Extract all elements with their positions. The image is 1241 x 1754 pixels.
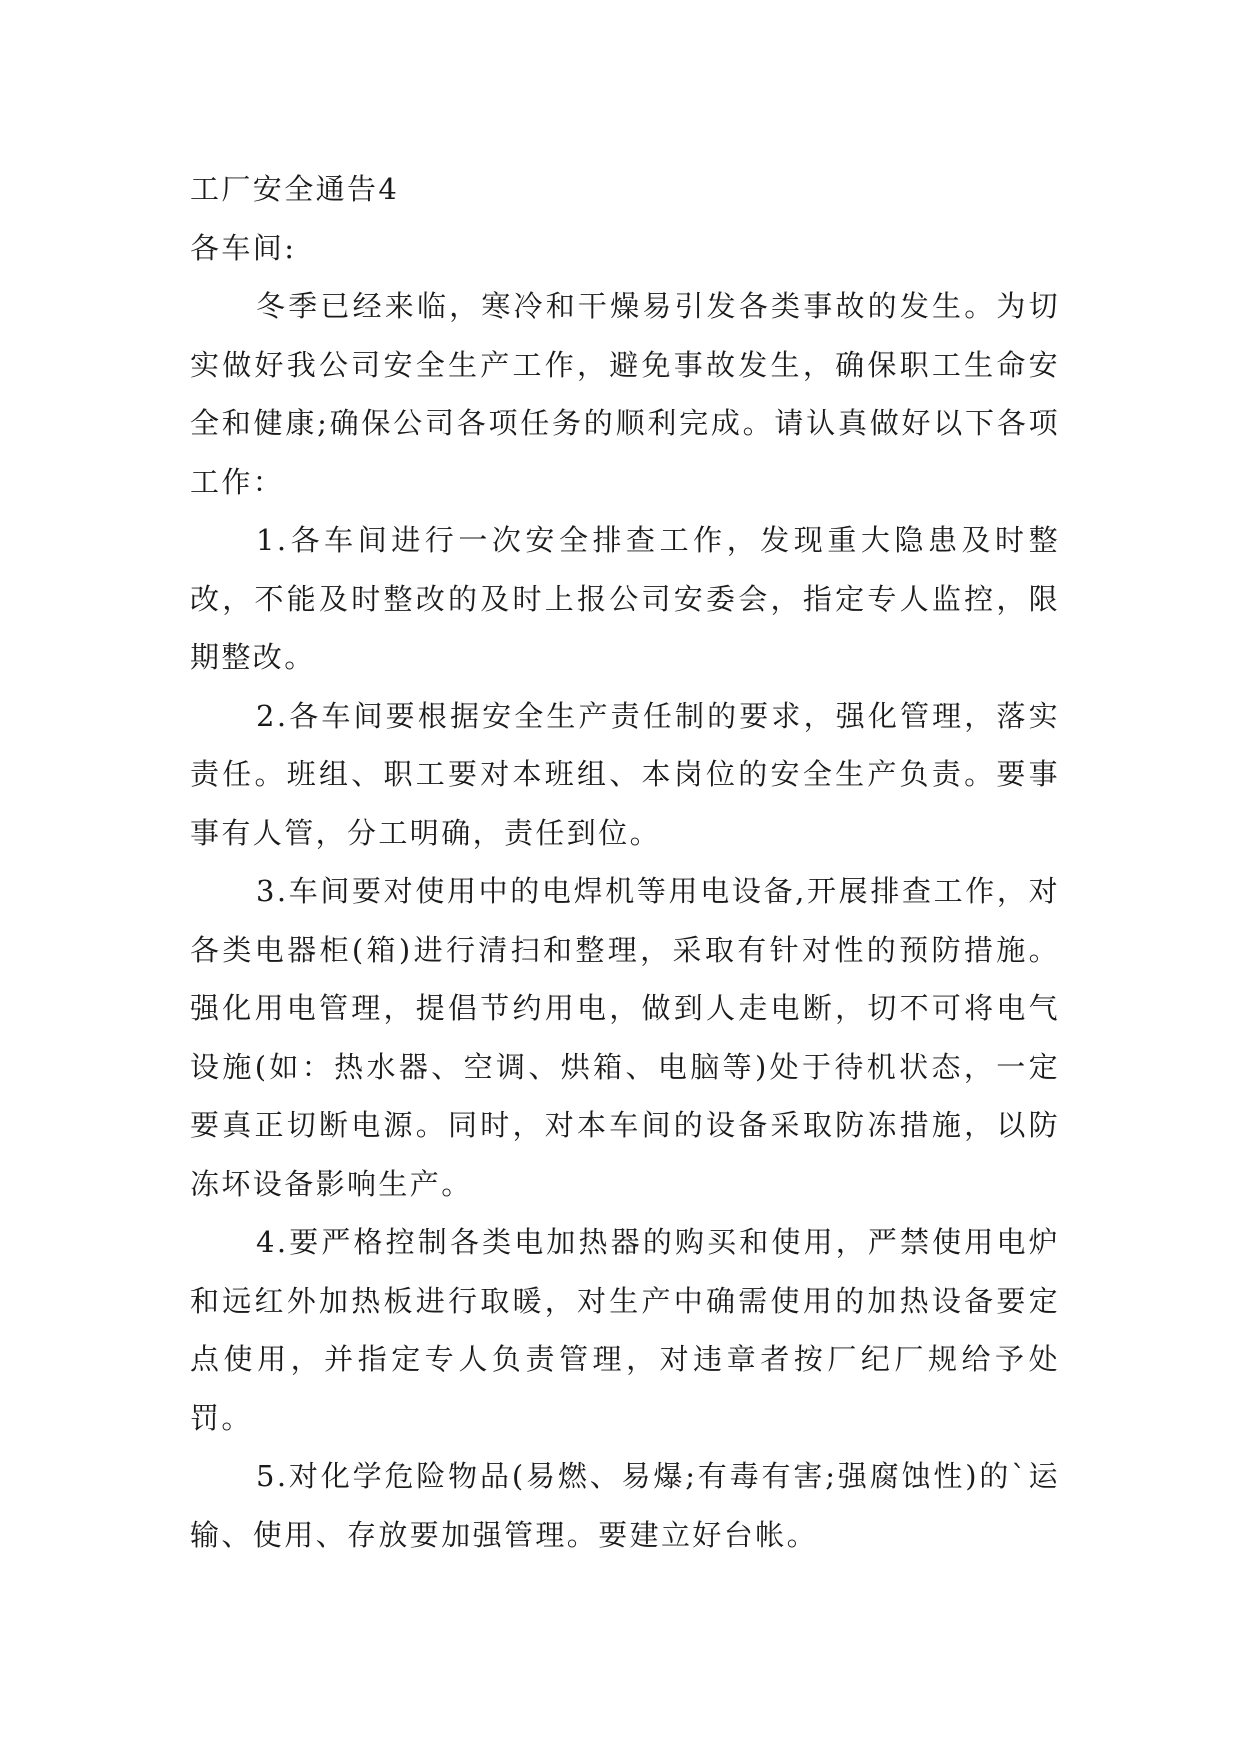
item-1-paragraph: 1.各车间进行一次安全排查工作，发现重大隐患及时整改，不能及时整改的及时上报公司安委会，指定专人监控，限期整改。: [190, 523, 1060, 674]
item-3-paragraph: 3.车间要对使用中的电焊机等用电设备,开展排查工作，对各类电器柜(箱)进行清扫和整理，采取有针对性的预防措施。强化用电管理，提倡节约用电，做到人走电断，切不可将电气设施(如：热水器、空调、烘箱、电脑等)处于待机状态，一定要真正切断电源。同时，对本车间的设备采取防冻措施，以防冻坏设备影响生产。: [190, 874, 1060, 1201]
item-2-paragraph: 2.各车间要根据安全生产责任制的要求，强化管理，落实责任。班组、职工要对本班组、本岗位的安全生产负责。要事事有人管，分工明确，责任到位。: [190, 698, 1060, 850]
item-4-paragraph: 4.要严格控制各类电加热器的购买和使用，严禁使用电炉和远红外加热板进行取暖，对生产中确需使用的加热设备要定点使用，并指定专人负责管理，对违章者按厂纪厂规给予处罚。: [190, 1225, 1060, 1435]
salutation: 各车间:: [190, 230, 297, 265]
document-title: 工厂安全通告4: [190, 172, 400, 206]
document-body: [190, 160, 1060, 1564]
intro-paragraph: 冬季已经来临，寒冷和干燥易引发各类事故的发生。为切实做好我公司安全生产工作，避免事故发生，确保职工生命安全和健康;确保公司各项任务的顺利完成。请认真做好以下各项工作：: [190, 289, 1060, 499]
item-5-paragraph: 5.对化学危险物品(易燃、易爆;有毒有害;强腐蚀性)的`运输、使用、存放要加强管理。要建立好台帐。: [190, 1459, 1060, 1552]
